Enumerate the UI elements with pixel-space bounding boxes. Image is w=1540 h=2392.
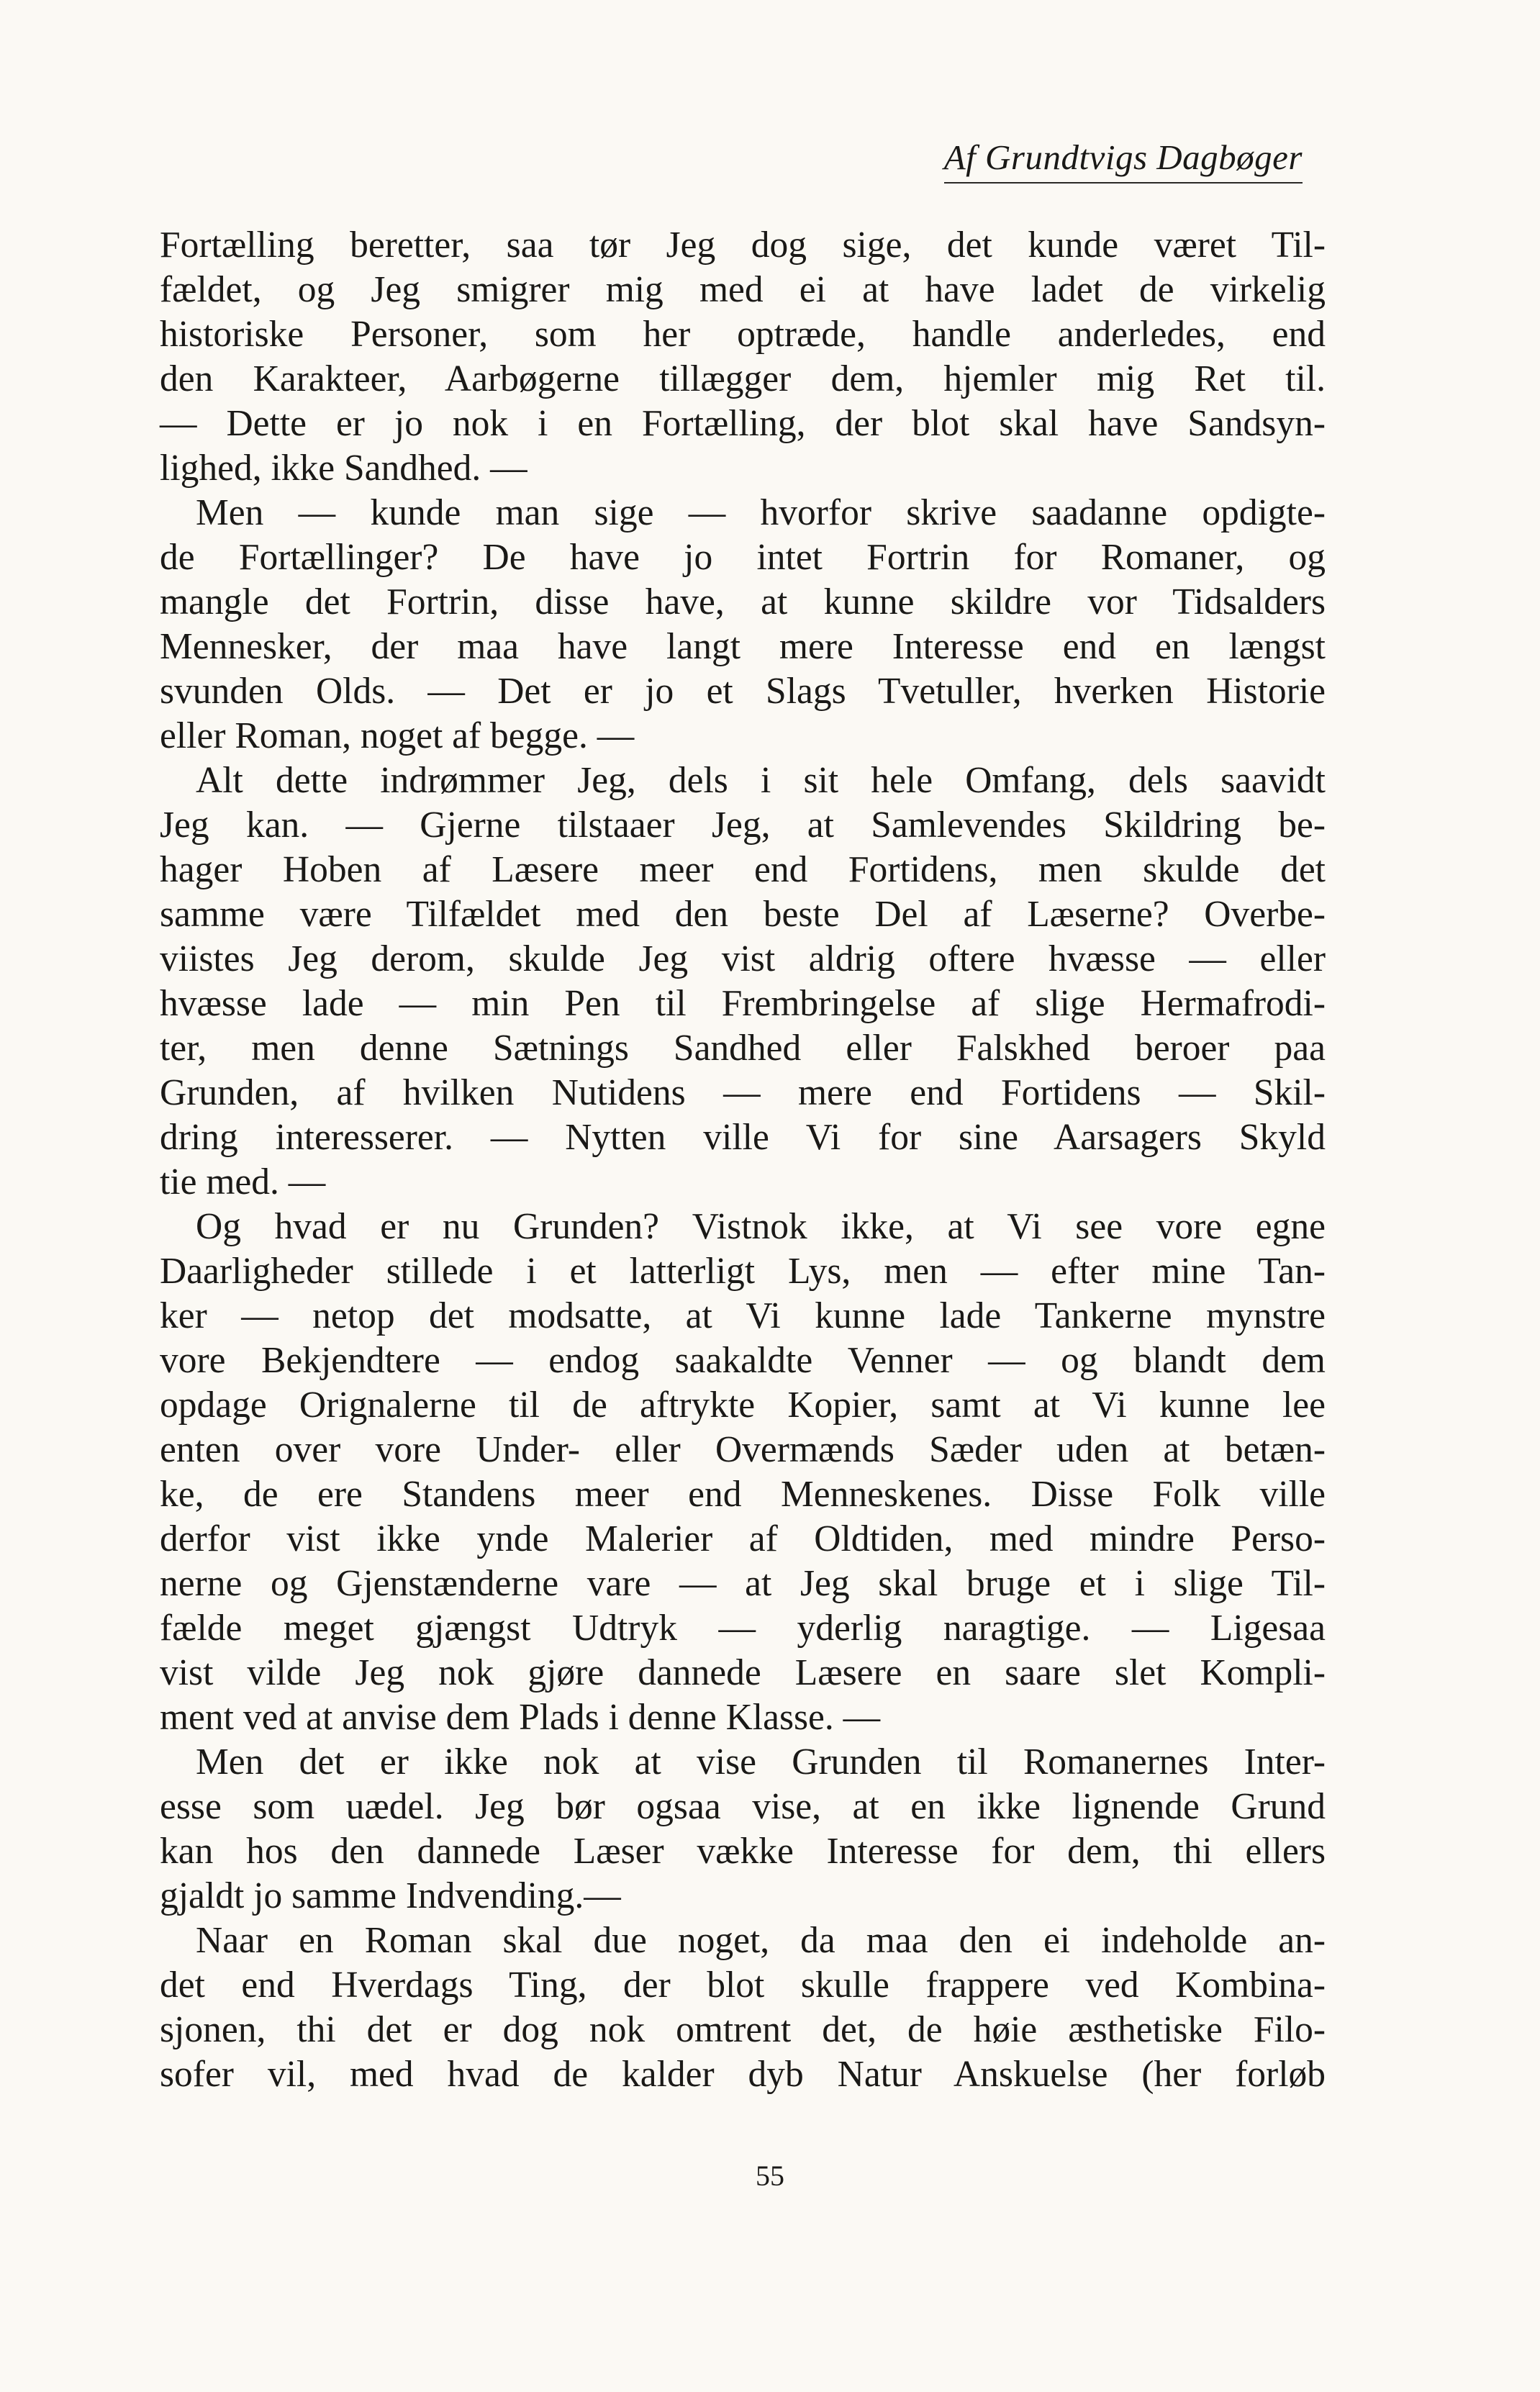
text-line: lighed, ikke Sandhed. —: [160, 448, 527, 489]
text-line: Alt dette indrømmer Jeg, dels i sit hele Omfang, dels saavidt: [196, 760, 1326, 801]
text-line: Naar en Roman skal due noget, da maa den ei indeholde an-: [196, 1920, 1326, 1961]
text-line: den Karakteer, Aarbøgerne tillægger dem, hjemler mig Ret til.: [160, 358, 1326, 399]
text-line: det end Hverdags Ting, der blot skulle frappere ved Kombina-: [160, 1965, 1326, 2006]
text-line: tie med. —: [160, 1161, 326, 1202]
text-line: Og hvad er nu Grunden? Vistnok ikke, at Vi see vore egne: [196, 1206, 1326, 1247]
text-line: eller Roman, noget af begge. —: [160, 715, 635, 756]
text-line: sofer vil, med hvad de kalder dyb Natur Anskuelse (her forløb: [160, 2054, 1326, 2095]
text-line: ke, de ere Standens meer end Menneskenes. Disse Folk ville: [160, 1474, 1326, 1515]
text-line: de Fortællinger? De have jo intet Fortrin for Romaner, og: [160, 537, 1326, 578]
text-line: ment ved at anvise dem Plads i denne Klasse. —: [160, 1697, 881, 1738]
text-line: — Dette er jo nok i en Fortælling, der blot skal have Sandsyn-: [160, 403, 1326, 444]
text-line: Jeg kan. — Gjerne tilstaaer Jeg, at Samlevendes Skildring be-: [160, 805, 1326, 846]
text-line: mangle det Fortrin, disse have, at kunne skildre vor Tidsalders: [160, 581, 1326, 622]
text-line: viistes Jeg derom, skulde Jeg vist aldrig oftere hvæsse — eller: [160, 938, 1326, 979]
text-line: Fortælling beretter, saa tør Jeg dog sige, det kunde været Til-: [160, 225, 1326, 266]
text-line: dring interesserer. — Nytten ville Vi for sine Aarsagers Skyld: [160, 1117, 1326, 1158]
text-line: derfor vist ikke ynde Malerier af Oldtiden, med mindre Perso-: [160, 1518, 1326, 1559]
text-line: enten over vore Under- eller Overmænds Sæder uden at betæn-: [160, 1429, 1326, 1470]
text-line: kan hos den dannede Læser vække Interesse for dem, thi ellers: [160, 1831, 1326, 1872]
running-head: Af Grundtvigs Dagbøger: [944, 137, 1303, 184]
text-line: fælde meget gjængst Udtryk — yderlig naragtige. — Ligesaa: [160, 1608, 1326, 1649]
text-line: nerne og Gjenstænderne vare — at Jeg skal bruge et i slige Til-: [160, 1563, 1326, 1604]
text-line: Men — kunde man sige — hvorfor skrive saadanne opdigte-: [196, 492, 1326, 533]
text-line: vore Bekjendtere — endog saakaldte Venner — og blandt dem: [160, 1340, 1326, 1381]
text-line: Mennesker, der maa have langt mere Interesse end en længst: [160, 626, 1326, 667]
text-line: Daarligheder stillede i et latterligt Lys, men — efter mine Tan-: [160, 1251, 1326, 1292]
text-line: samme være Tilfældet med den beste Del af Læserne? Overbe-: [160, 894, 1326, 935]
body-text: [160, 223, 1326, 2097]
text-line: historiske Personer, som her optræde, handle anderledes, end: [160, 314, 1326, 355]
text-line: hvæsse lade — min Pen til Frembringelse af slige Hermafrodi-: [160, 983, 1326, 1024]
page-number: 55: [756, 2160, 784, 2192]
text-line: esse som uædel. Jeg bør ogsaa vise, at en ikke lignende Grund: [160, 1786, 1326, 1827]
text-line: hager Hoben af Læsere meer end Fortidens, men skulde det: [160, 849, 1326, 890]
text-line: opdage Orignalerne til de aftrykte Kopier, samt at Vi kunne lee: [160, 1385, 1326, 1426]
text-line: gjaldt jo samme Indvending.—: [160, 1875, 621, 1916]
text-line: fældet, og Jeg smigrer mig med ei at have ladet de virkelig: [160, 269, 1326, 310]
text-line: vist vilde Jeg nok gjøre dannede Læsere en saare slet Kompli-: [160, 1652, 1326, 1693]
text-line: sjonen, thi det er dog nok omtrent det, de høie æsthetiske Filo-: [160, 2009, 1326, 2050]
text-line: svunden Olds. — Det er jo et Slags Tvetuller, hverken Historie: [160, 671, 1326, 712]
text-line: ter, men denne Sætnings Sandhed eller Falskhed beroer paa: [160, 1028, 1326, 1069]
text-line: Grunden, af hvilken Nutidens — mere end Fortidens — Skil-: [160, 1072, 1326, 1113]
text-line: Men det er ikke nok at vise Grunden til Romanernes Inter-: [196, 1741, 1326, 1782]
text-line: ker — netop det modsatte, at Vi kunne lade Tankerne mynstre: [160, 1295, 1326, 1336]
